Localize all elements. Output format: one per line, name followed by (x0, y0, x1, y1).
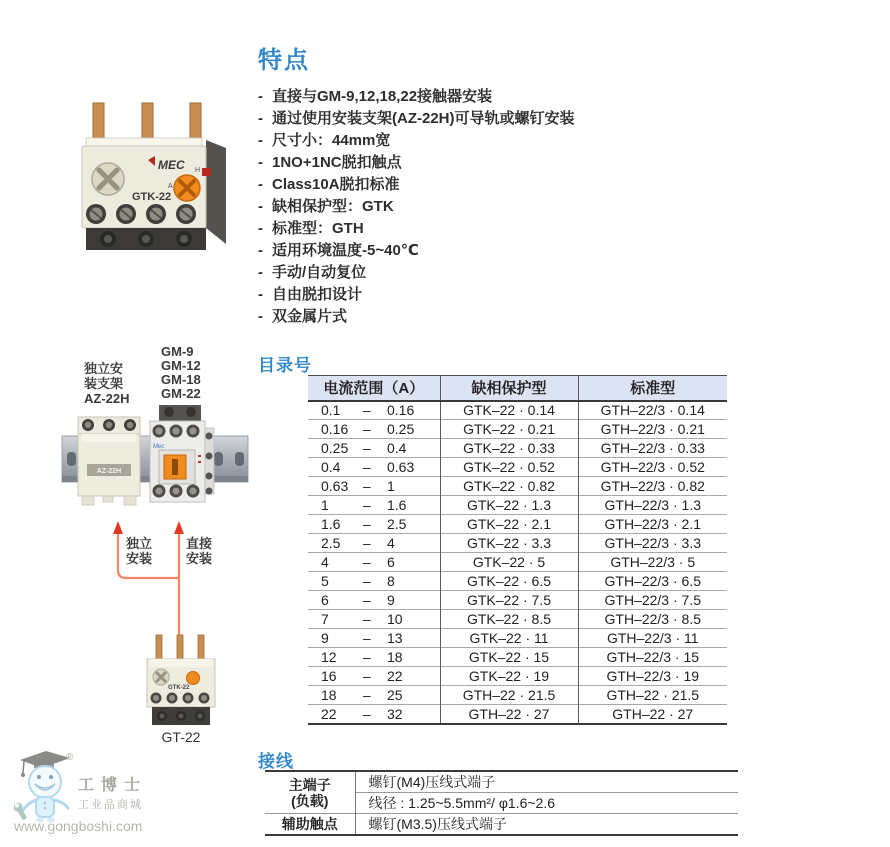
col-header-current-range: 电流范围（A） (308, 376, 440, 401)
range-dash: – (363, 497, 371, 513)
range-max: 4 (387, 535, 395, 551)
relay-side-panel (206, 140, 226, 244)
watermark-subtitle: 工业品商城 (78, 799, 143, 811)
bracket-label-line: 独立安 (84, 361, 124, 376)
feature-text: 适用环境温度-5~40℃ (272, 242, 419, 259)
table-row (308, 534, 727, 553)
features-heading: 特点 (258, 47, 310, 74)
watermark-name: 工博士 (78, 777, 148, 794)
arrow-head-direct (174, 521, 184, 534)
wiring-row-aux (265, 814, 738, 836)
bullet-dash: - (258, 176, 263, 193)
aux-contact-screw-spec: 螺钉(M3.5)压线式端子 (355, 814, 738, 836)
gtk-model-cell: GTK–22 · 2.1 (440, 515, 578, 534)
gtk-model-cell: GTK–22 · 0.14 (440, 401, 578, 420)
range-max: 2.5 (387, 516, 407, 532)
bracket-label-line: AZ-22H (84, 391, 130, 406)
range-dash: – (363, 668, 371, 684)
gth-model-cell: GTH–22/3 · 19 (578, 667, 727, 686)
gth-model-cell: GTH–22 · 27 (578, 705, 727, 724)
bullet-dash: - (258, 132, 263, 149)
current-range-cell (308, 648, 440, 667)
feature-text: 手动/自动复位 (272, 264, 367, 281)
gm-model-label: GM-12 (161, 358, 201, 373)
aux-contact-label: 辅助触点 (265, 814, 355, 836)
gtk-model-cell: GTK–22 · 0.33 (440, 439, 578, 458)
table-row (308, 591, 727, 610)
range-min: 7 (321, 611, 329, 627)
dial-mark-a: A (168, 183, 173, 190)
feature-item (258, 218, 688, 240)
gth-model-cell: GTH–22/3 · 8.5 (578, 610, 727, 629)
current-range-cell (308, 667, 440, 686)
table-row (308, 686, 727, 705)
gth-model-cell: GTH–22/3 · 0.82 (578, 477, 727, 496)
wiring-table-wrap (265, 770, 738, 836)
feature-text: Class10A脱扣标准 (272, 176, 400, 193)
gtk-model-cell: GTK–22 · 7.5 (440, 591, 578, 610)
current-range-cell (308, 610, 440, 629)
feature-text: 自由脱扣设计 (272, 286, 363, 303)
range-dash: – (363, 402, 371, 419)
catalog-header-row (308, 376, 727, 401)
feature-item (258, 174, 688, 196)
range-max: 0.16 (387, 402, 415, 419)
gm-contactor (150, 405, 214, 502)
current-range-cell (308, 458, 440, 477)
feature-item (258, 284, 688, 306)
range-min: 0.63 (321, 478, 349, 494)
col-header-phase-loss-type: 缺相保护型 (440, 376, 578, 401)
current-range-cell (308, 553, 440, 572)
range-dash: – (363, 535, 371, 551)
gm-model-labels (161, 345, 201, 401)
gtk-model-cell: GTK–22 · 5 (440, 553, 578, 572)
current-range-cell (308, 705, 440, 724)
independent-mount-line1: 独立 (126, 536, 153, 551)
bullet-dash: - (258, 198, 263, 215)
range-min: 0.1 (321, 402, 341, 419)
feature-text: 双金属片式 (272, 308, 348, 325)
feature-text: 标准型：GTH (272, 220, 364, 237)
arrow-head-independent (113, 521, 123, 534)
gtk-model-cell: GTK–22 · 0.82 (440, 477, 578, 496)
range-min: 4 (321, 554, 329, 570)
table-row (308, 572, 727, 591)
current-range-cell (308, 534, 440, 553)
features-section (258, 40, 688, 328)
col-header-standard-type: 标准型 (578, 376, 727, 401)
relay-current-dial (92, 163, 124, 195)
range-dash: – (363, 516, 371, 532)
contactor-brand-text: Mec (153, 444, 165, 450)
range-max: 8 (387, 573, 395, 589)
range-dash: – (363, 705, 371, 722)
range-dash: – (363, 592, 371, 608)
direct-mount-label (186, 536, 212, 566)
bullet-dash: - (258, 264, 263, 281)
feature-item (258, 130, 688, 152)
gtk-model-cell: GTK–22 · 0.52 (440, 458, 578, 477)
range-max: 1.6 (387, 497, 407, 513)
range-min: 9 (321, 630, 329, 646)
gth-model-cell: GTH–22/3 · 15 (578, 648, 727, 667)
table-row (308, 553, 727, 572)
range-dash: – (363, 649, 371, 665)
gm-model-label: GM-22 (161, 386, 201, 401)
current-range-cell (308, 401, 440, 420)
range-min: 0.4 (321, 459, 341, 475)
az22h-bracket (78, 417, 140, 505)
gtk-model-cell: GTK–22 · 19 (440, 667, 578, 686)
bullet-dash: - (258, 88, 263, 105)
gth-model-cell: GTH–22/3 · 1.3 (578, 496, 727, 515)
gm-model-label: GM-18 (161, 372, 201, 387)
feature-item (258, 306, 688, 328)
wiring-heading: 接线 (258, 752, 294, 771)
current-range-cell (308, 686, 440, 705)
direct-mount-line1: 直接 (186, 536, 213, 551)
gtk-model-cell: GTK–22 · 11 (440, 629, 578, 648)
feature-item (258, 86, 688, 108)
gth-model-cell: GTH–22/3 · 5 (578, 553, 727, 572)
range-dash: – (363, 573, 371, 589)
feature-item (258, 240, 688, 262)
range-dash: – (363, 630, 371, 646)
range-max: 0.4 (387, 440, 407, 456)
independent-mount-label (126, 536, 152, 566)
table-row (308, 667, 727, 686)
gt22-relay (147, 635, 215, 745)
table-row (308, 401, 727, 420)
range-max: 1 (387, 478, 395, 494)
current-range-cell (308, 420, 440, 439)
range-max: 22 (387, 668, 403, 684)
brand-text: MEC (158, 158, 185, 172)
watermark-url: www.gongboshi.com (14, 818, 143, 834)
bracket-label (84, 361, 130, 406)
range-min: 18 (321, 687, 337, 703)
gth-model-cell: GTH–22/3 · 0.52 (578, 458, 727, 477)
bullet-dash: - (258, 242, 263, 259)
catalog-table-wrap (308, 375, 727, 725)
features-list (258, 86, 688, 328)
range-min: 16 (321, 668, 337, 684)
gtk-model-cell: GTK–22 · 1.3 (440, 496, 578, 515)
gth-model-cell: GTH–22/3 · 11 (578, 629, 727, 648)
range-min: 22 (321, 705, 337, 722)
feature-item (258, 152, 688, 174)
registered-mark: ® (66, 752, 74, 763)
range-min: 2.5 (321, 535, 341, 551)
gth-model-cell: GTH–22/3 · 0.33 (578, 439, 727, 458)
table-row (308, 439, 727, 458)
table-row (308, 477, 727, 496)
current-range-cell (308, 591, 440, 610)
range-min: 6 (321, 592, 329, 608)
gtk-model-cell: GTH–22 · 27 (440, 705, 578, 724)
range-dash: – (363, 554, 371, 570)
feature-text: 通过使用安装支架(AZ-22H)可导轨或螺钉安装 (272, 110, 575, 127)
gtk-model-cell: GTH–22 · 21.5 (440, 686, 578, 705)
feature-item (258, 262, 688, 284)
catalog-table (308, 375, 727, 725)
relay-base (86, 228, 206, 250)
range-max: 25 (387, 687, 403, 703)
gtk-model-cell: GTK–22 · 6.5 (440, 572, 578, 591)
table-row (308, 515, 727, 534)
range-min: 1 (321, 497, 329, 513)
range-min: 5 (321, 573, 329, 589)
current-range-cell (308, 496, 440, 515)
range-max: 0.25 (387, 421, 415, 437)
range-max: 10 (387, 611, 403, 627)
range-dash: – (363, 459, 371, 475)
product-photo-gtk22 (56, 76, 241, 256)
feature-item (258, 108, 688, 130)
main-terminal-screw-spec: 螺钉(M4)压线式端子 (368, 774, 496, 790)
gtk-model-cell: GTK–22 · 15 (440, 648, 578, 667)
wiring-table (265, 770, 738, 836)
bullet-dash: - (258, 308, 263, 325)
range-max: 13 (387, 630, 403, 646)
table-row (308, 610, 727, 629)
range-min: 1.6 (321, 516, 341, 532)
bullet-dash: - (258, 110, 263, 127)
range-dash: – (363, 687, 371, 703)
table-row (308, 458, 727, 477)
az22h-device-label: AZ-22H (96, 468, 122, 475)
main-terminal-wire-spec: 线径 : 1.25~5.5mm²/ φ1.6~2.6 (355, 793, 738, 814)
independent-mount-line2: 安装 (126, 551, 153, 566)
catalog-heading: 目录号 (258, 356, 312, 375)
gth-model-cell: GTH–22/3 · 7.5 (578, 591, 727, 610)
bullet-dash: - (258, 286, 263, 303)
gtk-model-cell: GTK–22 · 8.5 (440, 610, 578, 629)
table-row (308, 496, 727, 515)
gtk-model-cell: GTK–22 · 3.3 (440, 534, 578, 553)
bullet-dash: - (258, 154, 263, 171)
range-min: 0.25 (321, 440, 349, 456)
gtk-model-cell: GTK–22 · 0.21 (440, 420, 578, 439)
gm-model-label: GM-9 (161, 344, 194, 359)
main-terminal-title: 主端子 (288, 776, 331, 793)
range-dash: – (363, 478, 371, 494)
current-range-cell (308, 515, 440, 534)
range-dash: – (363, 440, 371, 456)
model-text: GTK-22 (132, 191, 172, 203)
range-dash: – (363, 611, 371, 627)
range-min: 0.16 (321, 421, 349, 437)
range-dash: – (363, 421, 371, 437)
main-terminal-label (265, 771, 355, 814)
range-max: 9 (387, 592, 395, 608)
gt22-caption: GT-22 (161, 729, 201, 745)
range-max: 18 (387, 649, 403, 665)
main-terminal-subtitle: (负载) (291, 792, 329, 809)
range-max: 0.63 (387, 459, 415, 475)
current-range-cell (308, 629, 440, 648)
feature-text: 缺相保护型：GTK (272, 198, 394, 215)
gth-model-cell: GTH–22/3 · 0.14 (578, 401, 727, 420)
feature-text: 直接与GM-9,12,18,22接触器安装 (272, 88, 493, 105)
table-row (308, 705, 727, 724)
bullet-dash: - (258, 220, 263, 237)
current-range-cell (308, 439, 440, 458)
wiring-row-main-1 (265, 771, 738, 793)
relay-illustration (56, 76, 241, 256)
gth-model-cell: GTH–22/3 · 3.3 (578, 534, 727, 553)
bracket-label-line: 装支架 (84, 376, 124, 391)
range-max: 32 (387, 705, 403, 722)
gth-model-cell: GTH–22/3 · 2.1 (578, 515, 727, 534)
table-row (308, 648, 727, 667)
catalog-body (308, 401, 727, 724)
gt22-device-model: GTK-22 (168, 685, 190, 691)
feature-item (258, 196, 688, 218)
range-max: 6 (387, 554, 395, 570)
feature-text: 1NO+1NC脱扣触点 (272, 154, 402, 171)
gth-model-cell: GTH–22/3 · 6.5 (578, 572, 727, 591)
current-range-cell (308, 572, 440, 591)
table-row (308, 420, 727, 439)
range-min: 12 (321, 649, 337, 665)
gth-model-cell: GTH–22 · 21.5 (578, 686, 727, 705)
gth-model-cell: GTH–22/3 · 0.21 (578, 420, 727, 439)
table-row (308, 629, 727, 648)
dial-mark-h: H (195, 167, 201, 174)
direct-mount-line2: 安装 (186, 551, 213, 566)
current-range-cell (308, 477, 440, 496)
feature-text: 尺寸小：44mm宽 (272, 132, 391, 149)
